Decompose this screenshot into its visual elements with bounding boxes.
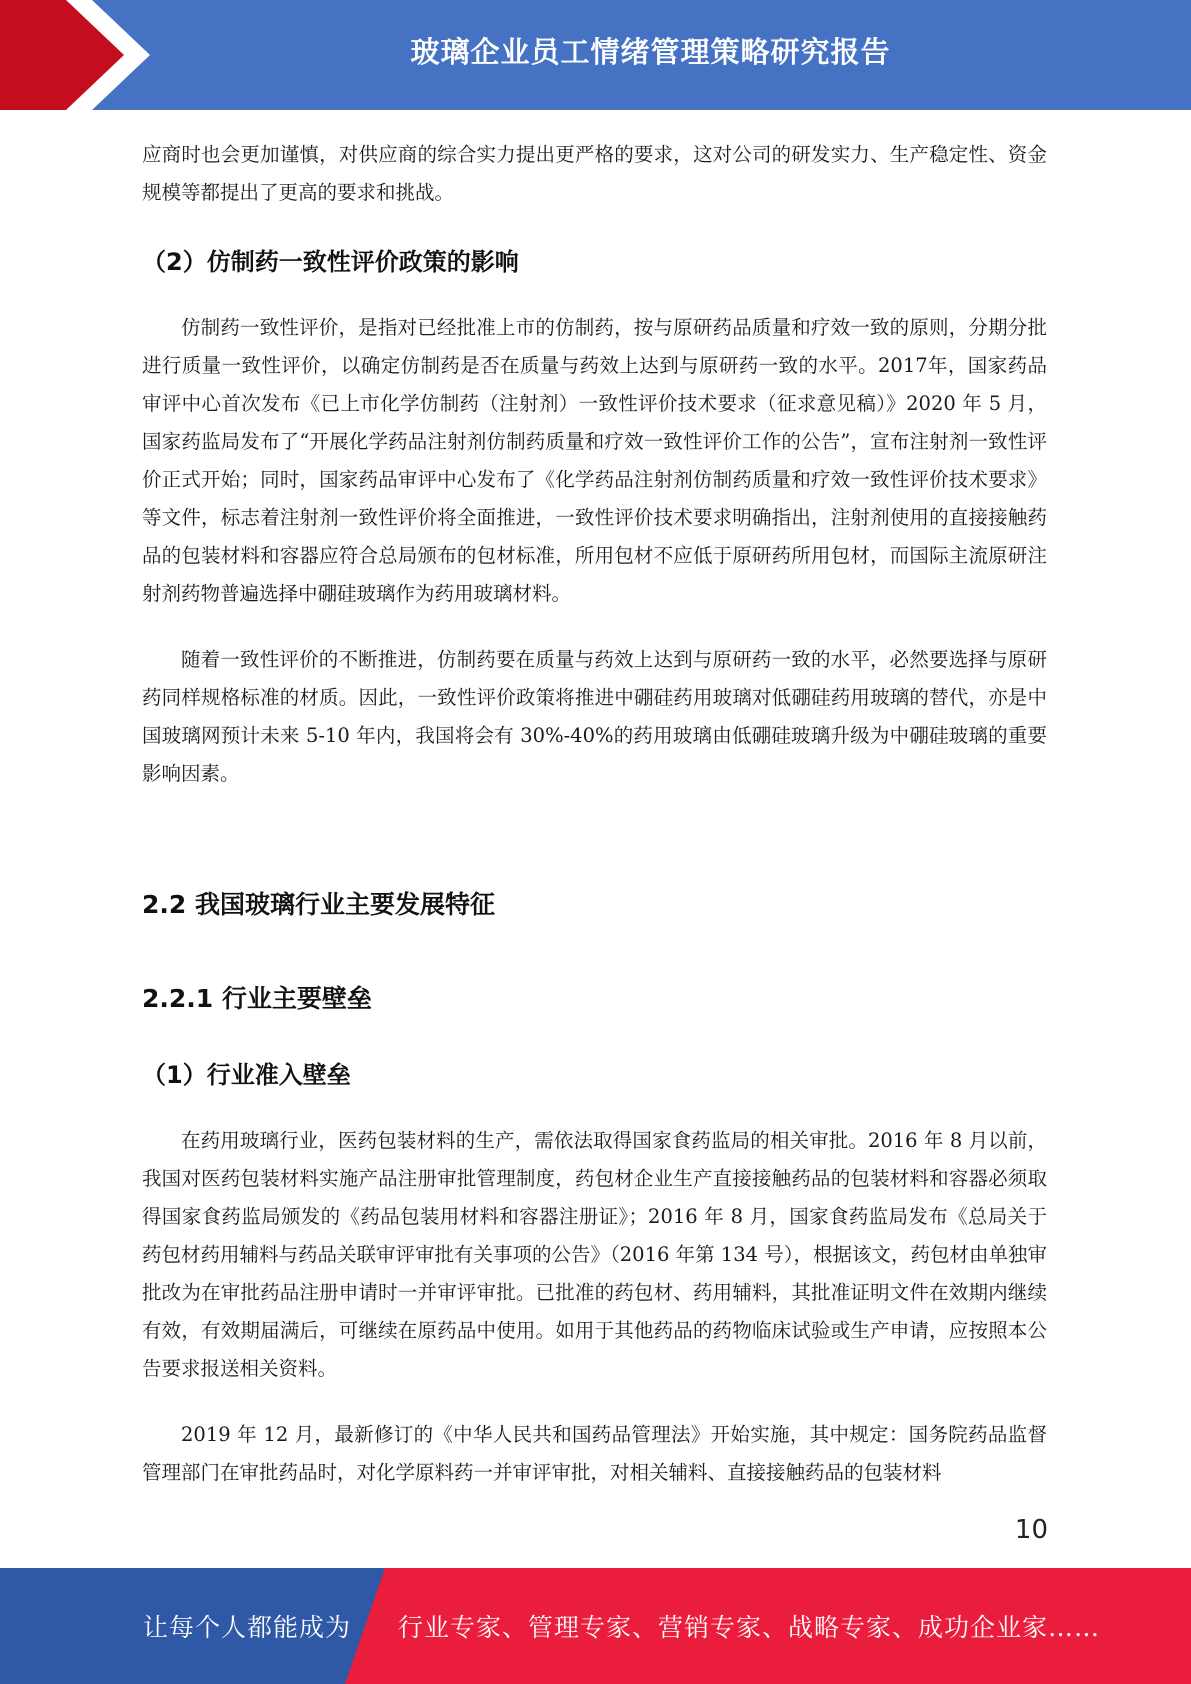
paragraph: 应商时也会更加谨慎，对供应商的综合实力提出更严格的要求，这对公司的研发实力、生产稳定性、资金规模等都提出了更高的要求和挑战。 [142, 143, 1047, 204]
paragraph: 随着一致性评价的不断推进，仿制药要在质量与药效上达到与原研药一致的水平，必然要选择与原研药同样规格标准的材质。因此，一致性评价政策将推进中硼硅药用玻璃对低硼硅药用玻璃的替代，亦是中国玻璃网预计未来 5-10 年内，我国将会有 30%-40%的药用玻璃由低硼硅玻璃升级为中硼硅玻璃的重要影响因素。 [142, 648, 1047, 785]
footer-slogan-right: 行业专家、管理专家、营销专家、战略专家、成功企业家…… [398, 1613, 1101, 1642]
report-title: 玻璃企业员工情绪管理策略研究报告 [410, 34, 891, 69]
paragraph: 2019 年 12 月，最新修订的《中华人民共和国药品管理法》开始实施，其中规定：国务院药品监督管理部门在审批药品时，对化学原料药一并审评审批，对相关辅料、直接接触药品的包装材料 [142, 1423, 1047, 1484]
header-banner [0, 0, 1191, 110]
paragraph: 在药用玻璃行业，医药包装材料的生产，需依法取得国家食药监局的相关审批。2016 年 8 月以前，我国对医药包装材料实施产品注册审批管理制度，药包材企业生产直接接触药品的包装材料和容器必须取得国家食药监局颁发的《药品包装用材料和容器注册证》；2016 年 8 月，国家食药监局发布《总局关于药包材药用辅料与药品关联审评审批有关事项的公告》（2016 年第 134 号），根据该文，药包材由单独审批改为在审批药品注册申请时一并审评审批。已批准的药包材、药用辅料，其批准证明文件在效期内继续有效，有效期届满后，可继续在原药品中使用。如用于其他药品的药物临床试验或生产申请，应按照本公告要求报送相关资料。 [142, 1129, 1047, 1380]
subsection-heading: （1）行业准入壁垒 [142, 1061, 351, 1089]
page-content [142, 136, 1047, 1492]
footer-slogan-left: 让每个人都能成为 [143, 1613, 352, 1642]
subsection-heading: （2）仿制药一致性评价政策的影响 [142, 248, 519, 276]
paragraph: 仿制药一致性评价，是指对已经批准上市的仿制药，按与原研药品质量和疗效一致的原则，分期分批进行质量一致性评价，以确定仿制药是否在质量与药效上达到与原研药一致的水平。2017年，国家药品审评中心首次发布《已上市化学仿制药（注射剂）一致性评价技术要求（征求意见稿）》2020 年 5 月，国家药监局发布了“开展化学药品注射剂仿制药质量和疗效一致性评价工作的公告”，宣布注射剂一致性评价正式开始；同时，国家药品审评中心发布了《化学药品注射剂仿制药质量和疗效一致性评价技术要求》等文件，标志着注射剂一致性评价将全面推进，一致性评价技术要求明确指出，注射剂使用的直接接触药品的包装材料和容器应符合总局颁布的包材标准，所用包材不应低于原研药所用包材，而国际主流原研注射剂药物普遍选择中硼硅玻璃作为药用玻璃材料。 [142, 316, 1047, 605]
subsection-heading: 2.2.1 行业主要壁垒 [142, 984, 372, 1013]
footer-banner [0, 1568, 1191, 1684]
section-heading: 2.2 我国玻璃行业主要发展特征 [142, 890, 495, 919]
page-number: 10 [1014, 1515, 1048, 1545]
